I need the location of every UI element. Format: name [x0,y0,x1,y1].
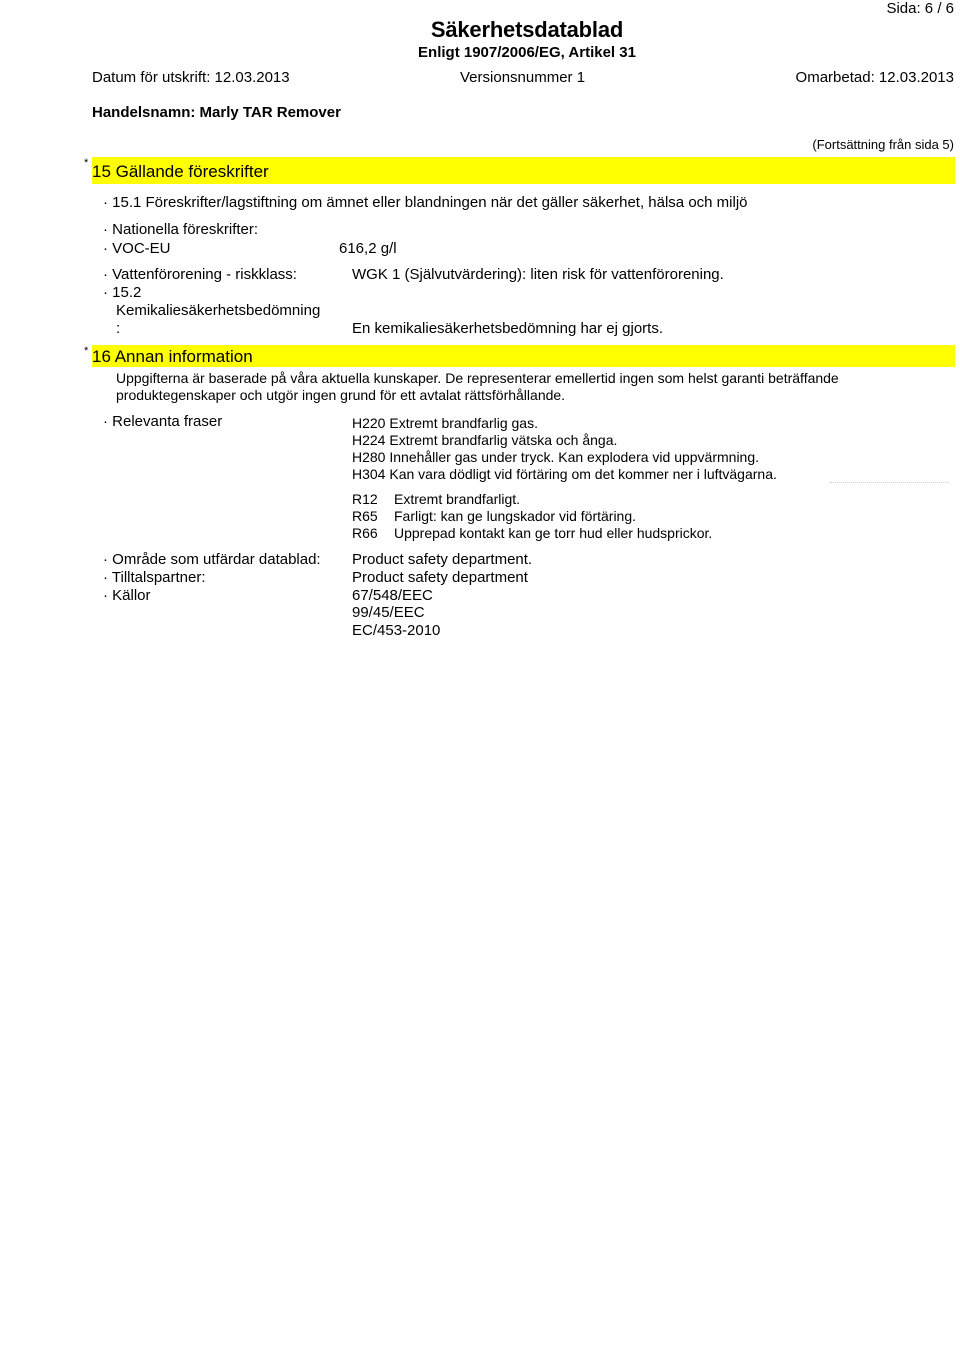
h-phrase: H304 Kan vara dödligt vid förtäring om det kommer ner i luftvägarna. [352,466,777,482]
trade-name: Handelsnamn: Marly TAR Remover [92,104,341,121]
water-hazard-value: WGK 1 (Självutvärdering): liten risk för vattenförorening. [352,266,724,283]
h-phrase: H220 Extremt brandfarlig gas. [352,415,538,431]
section-16-title: 16 Annan information [92,347,253,366]
disclaimer-line-1: Uppgifterna är baserade på våra aktuella kunskaper. De representerar emellertid ingen som helst garanti beträffande [116,370,839,386]
source-item: 67/548/EEC [352,587,433,604]
chemical-safety-assessment-label: Kemikaliesäkerhetsbedömning [116,302,321,319]
r-phrase-text: Extremt brandfarligt. [394,491,521,507]
section-15-1-heading: · 15.1 Föreskrifter/lagstiftning om ämnet eller blandningen när det gäller säkerhet, hälsa och miljö [103,194,748,211]
document-subtitle: Enligt 1907/2006/EG, Artikel 31 [418,44,636,61]
voc-value: 616,2 g/l [339,240,397,257]
water-hazard-label: · Vattenförorening - riskklass: [103,266,297,283]
continuation-note: (Fortsättning från sida 5) [812,137,954,152]
r-phrase-code: R65 [352,508,378,524]
section-15-change-marker: * [84,157,89,169]
h-phrase: H224 Extremt brandfarlig vätska och ånga. [352,432,618,448]
voc-label: · VOC-EU [103,240,171,257]
contact-label: · Tilltalspartner: [103,569,206,586]
chemical-safety-assessment-colon: : [116,320,121,337]
section-15-2-number: · 15.2 [103,284,142,301]
page-number: Sida: 6 / 6 [886,0,954,17]
r-phrase-code: R66 [352,525,378,541]
issuing-department-value: Product safety department. [352,551,533,568]
print-date: Datum för utskrift: 12.03.2013 [92,69,290,86]
contact-value: Product safety department [352,569,528,586]
document-title: Säkerhetsdatablad [430,17,624,42]
r-phrase-text: Farligt: kan ge lungskador vid förtäring. [394,508,637,524]
issuing-department-label: · Område som utfärdar datablad: [103,551,321,568]
version-number: Versionsnummer 1 [460,69,586,86]
national-regulations-label: · Nationella föreskrifter: [103,221,259,238]
disclaimer-line-2: produktegenskaper och utgör ingen grund för ett avtalat rättsförhållande. [116,387,566,403]
chemical-safety-assessment-value: En kemikaliesäkerhetsbedömning har ej gjorts. [352,320,663,337]
section-16-heading [92,345,955,367]
sources-label: · Källor [103,587,151,604]
section-15-heading [92,157,955,184]
section-15-title: 15 Gällande föreskrifter [92,162,269,181]
source-item: 99/45/EEC [352,604,425,621]
r-phrase-text: Upprepad kontakt kan ge torr hud eller hudsprickor. [394,525,713,541]
r-phrase-code: R12 [352,491,378,507]
revision-date: Omarbetad: 12.03.2013 [795,69,954,86]
dotted-separator [830,482,948,483]
source-item: EC/453-2010 [352,622,441,639]
h-phrase: H280 Innehåller gas under tryck. Kan explodera vid uppvärmning. [352,449,760,465]
relevant-phrases-label: · Relevanta fraser [103,413,223,430]
section-16-change-marker: * [84,345,89,357]
